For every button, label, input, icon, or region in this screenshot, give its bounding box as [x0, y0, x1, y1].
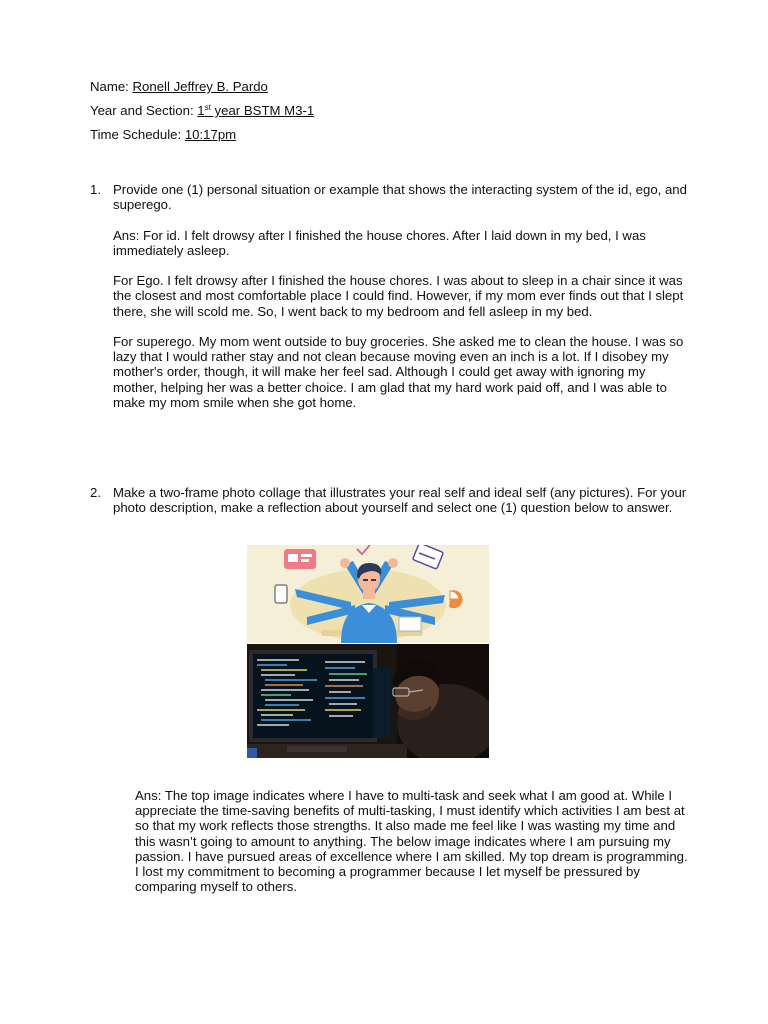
time-value: 10:17pm	[184, 127, 237, 142]
name-value: Ronell Jeffrey B. Pardo	[132, 79, 268, 94]
name-label: Name:	[90, 79, 133, 94]
year-sup: st	[204, 103, 211, 112]
answer-reflection: Ans: The top image indicates where I have to multi-task and seek what I am good at. While I appreciate the time-saving benefits of multi-tasking, I must identify which activities I am best at so that my work reflects those strengths. It also made me feel like I was wasting my time and this wasn’t going to amount to anything. The below image indicates where I am pursuing my passion. I have pursued areas of excellence where I am skilled. My top dream is programming. I lost my commitment to becoming a programmer because I let myself be pressured by comparing myself to others.	[135, 788, 688, 895]
time-schedule-line	[90, 127, 236, 143]
question-2-prompt: Make a two-frame photo collage that illustrates your real self and ideal self (any pictures). For your photo description, make a reflection about yourself and select one (1) question below to answer.	[113, 485, 687, 516]
question-2-number: 2.	[90, 485, 101, 500]
year-label: Year and Section:	[90, 103, 198, 118]
name-line	[90, 79, 268, 95]
question-1	[90, 182, 690, 410]
year-num: 1	[197, 103, 205, 118]
year-section-line	[90, 103, 314, 119]
programmer-photo	[247, 644, 489, 758]
answer-superego: For superego. My mom went outside to buy groceries. She asked me to clean the house. I was so lazy that I would rather stay and not clean because moving even an inch is a lot. If I disobey my mother's order, though, it will make her feel sad. Although I could get away with ignoring my mother, helping her was a better choice. I am glad that my hard work paid off, and I was able to make my mom smile when she got home.	[113, 333, 684, 410]
answer-ego: For Ego. I felt drowsy after I finished the house chores. I was about to sleep in a chair since it was the closest and most comfortable place I could find. However, if my mom ever finds out that I slept there, she will scold me. So, I went back to my bedroom and fell asleep in my bed.	[113, 273, 684, 319]
photo-collage	[247, 545, 489, 758]
question-1-prompt: Provide one (1) personal situation or example that shows the interacting system of the id, ego, and superego.	[113, 182, 687, 213]
time-label: Time Schedule:	[90, 127, 185, 142]
question-2-answer	[90, 788, 690, 894]
year-value	[197, 103, 314, 118]
answer-id: Ans: For id. I felt drowsy after I finished the house chores. After I laid down in my bed, I was immediately asleep.	[113, 227, 646, 258]
question-1-number: 1.	[90, 182, 101, 197]
year-rest: year BSTM M3-1	[210, 103, 315, 118]
question-2	[90, 485, 690, 515]
multitask-illustration	[247, 545, 489, 643]
